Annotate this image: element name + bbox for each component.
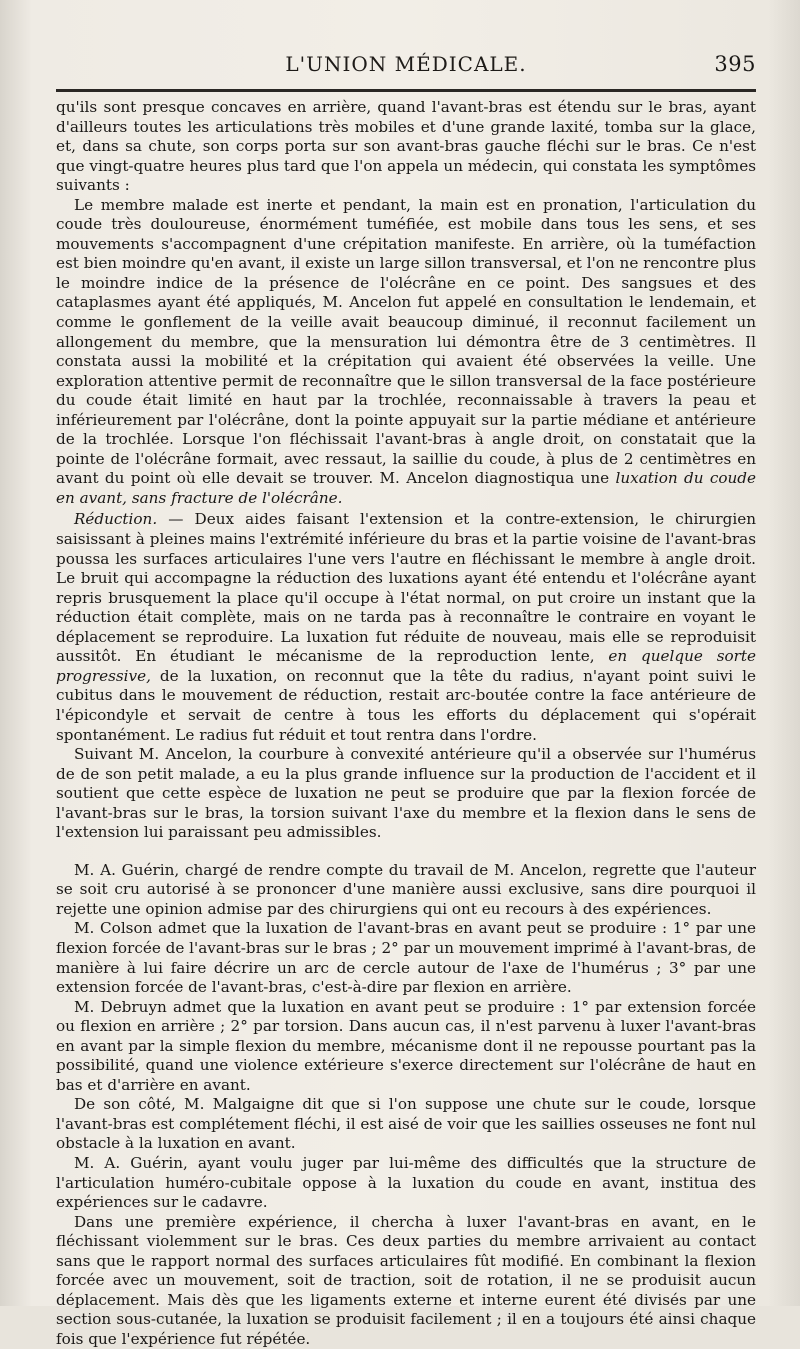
paragraph-9-text: M. A. Guérin, ayant voulu juger par lui-même des difficultés que la structure de l'articulation huméro-cubitale oppose à la luxation du coude en avant, institua des expériences sur le cadavre. [56, 1153, 756, 1212]
paragraph-4-text: Suivant M. Ancelon, la courbure à convexité antérieure qu'il a observée sur l'humérus de de son petit malade, a eu la plus grande influence sur la production de l'accident et il soutient que cette espèce de luxation ne peut se produire que par la flexion forcée de l'avant-bras sur le bras, la torsion suivant l'axe du membre et la flexion dans le sens de l'extension lui paraissant peu admissibles. [56, 745, 756, 842]
paragraph-4 [56, 745, 756, 843]
paragraph-10 [56, 1213, 756, 1349]
paragraph-3-text: — Deux aides faisant l'extension et la contre-extension, le chirurgien saisissant à pleines mains l'extrémité inférieure du bras et la partie voisine de l'avant-bras poussa les surfaces articulaires l'une vers l'autre en fléchissant le membre à angle droit. Le bruit qui accompagne la réduction des luxations ayant été entendu et l'olécrâne ayant repris brusquement la place qu'il occupe à l'état normal, on put croire un instant que la réduction était complète, mais on ne tarda pas à reconnaître le contraire en voyant le déplacement se reproduire. La luxation fut réduite de nouveau, mais elle se reproduisit aussitôt. En étudiant le mécanisme de la reproduction lente, [56, 510, 756, 666]
paragraph-6-text: M. Colson admet que la luxation de l'avant-bras en avant peut se produire : 1° par une flexion forcée de l'avant-bras sur le bras ; 2° par un mouvement imprimé à l'avant-bras, de manière à lui faire décrire un arc de cercle autour de l'axe de l'humérus ; 3° par une extension forcée de l'avant-bras, c'est-à-dire par flexion en arrière. [56, 919, 756, 997]
paragraph-2 [56, 196, 756, 509]
paragraph-1 [56, 98, 756, 196]
paragraph-5 [56, 861, 756, 920]
header-rule [56, 89, 756, 92]
running-title: L'UNION MÉDICALE. [285, 52, 527, 76]
paragraph-3 [56, 510, 756, 745]
paragraph-2-text: Le membre malade est inerte et pendant, la main est en pronation, l'articulation du coude très douloureuse, énormément tuméfiée, est mobile dans tous les sens, et ses mouvements s'accompagnent d'une crépitation manifeste. En arrière, où la tuméfaction est bien moindre qu'en avant, il existe un large sillon transversal, et l'on ne rencontre plus le moindre indice de la présence de l'olécrâne en ce point. Des sangsues et des cataplasmes ayant été appliqués, M. Ancelon fut appelé en consultation le lendemain, et comme le gonflement de la veille avait beaucoup diminué, il reconnut facilement un allongement du membre, que la mensuration lui démontra être de 3 centimètres. Il constata aussi la mobilité et la crépitation qui avaient été observées la veille. Une exploration attentive permit de reconnaître que le sillon transversal de la face postérieure du coude était limité en haut par la trochlée, reconnaissable à travers la peau et inférieurement par l'olécrâne, dont la pointe appuyait sur la partie médiane et antérieure de la trochlée. Lorsque l'on fléchissait l'avant-bras à angle droit, on constatait que la pointe de l'olécrâne formait, avec ressaut, la saillie du coude, à plus de 2 centimètres en avant du point où elle devait se trouver. M. Ancelon diagnostiqua une [56, 195, 756, 488]
paragraph-8-text: De son côté, M. Malgaigne dit que si l'on suppose une chute sur le coude, lorsque l'avant-bras est complétement fléchi, il est aisé de voir que les saillies osseuses ne font nul obstacle à la luxation en avant. [56, 1095, 756, 1153]
paragraph-8 [56, 1095, 756, 1154]
paragraph-6 [56, 919, 756, 997]
reduction-heading: Réduction. [74, 510, 158, 529]
paragraph-7-text: M. Debruyn admet que la luxation en avant peut se produire : 1° par extension forcée ou flexion en arrière ; 2° par torsion. Dans aucun cas, il n'est parvenu à luxer l'avant-bras en avant par la simple flexion du membre, mécanisme dont il ne repousse pourtant pas la possibilité, quand une violence extérieure s'exerce directement sur l'olécrâne de haut en bas et d'arrière en avant. [56, 997, 756, 1094]
paragraph-7 [56, 998, 756, 1096]
paragraph-1-text: qu'ils sont presque concaves en arrière, quand l'avant-bras est étendu sur le bras, ayant d'ailleurs toutes les articulations très mobiles et d'une grande laxité, tomba sur la glace, et, dans sa chute, son corps porta sur son avant-bras gauche fléchi sur le bras. Ce n'est que vingt-quatre heures plus tard que l'on appela un médecin, qui constata les symptômes suivants : [56, 98, 756, 195]
paragraph-5-text: M. A. Guérin, chargé de rendre compte du travail de M. Ancelon, regrette que l'auteur se soit cru autorisé à se prononcer d'une manière aussi exclusive, sans dire pourquoi il rejette une opinion admise par des chirurgiens qui ont eu recours à des expériences. [56, 860, 756, 918]
diagnosis-italic: luxation du coude en avant, sans fracture de l'olécrâne. [56, 469, 756, 507]
paragraph-10-text: Dans une première expérience, il chercha à luxer l'avant-bras en avant, en le fléchissant violemment sur le bras. Ces deux parties du membre arrivaient au contact sans que le rapport normal des surfaces articulaires fût modifié. En combinant la flexion forcée avec un mouvement, soit de traction, soit de rotation, il ne se produisit aucun déplacement. Mais dès que les ligaments externe et interne eurent été divisés par une section sous-cutanée, la luxation se produisit facilement ; il en a toujours été ainsi chaque fois que l'expérience fut répétée. [56, 1212, 756, 1348]
page-header [56, 48, 756, 84]
progressive-italic: en quelque sorte progressive, [56, 647, 756, 685]
paragraph-9 [56, 1154, 756, 1213]
paragraph-3-text-after: de la luxation, on reconnut que la tête du radius, n'ayant point suivi le cubitus dans le mouvement de réduction, restait arc-boutée contre la face antérieure de l'épicondyle et servait de centre à tous les efforts du déplacement qui s'opérait spontanément. Le radius fut réduit et tout rentra dans l'ordre. [56, 666, 756, 744]
article-body [56, 98, 756, 1349]
page-number: 395 [714, 52, 756, 76]
